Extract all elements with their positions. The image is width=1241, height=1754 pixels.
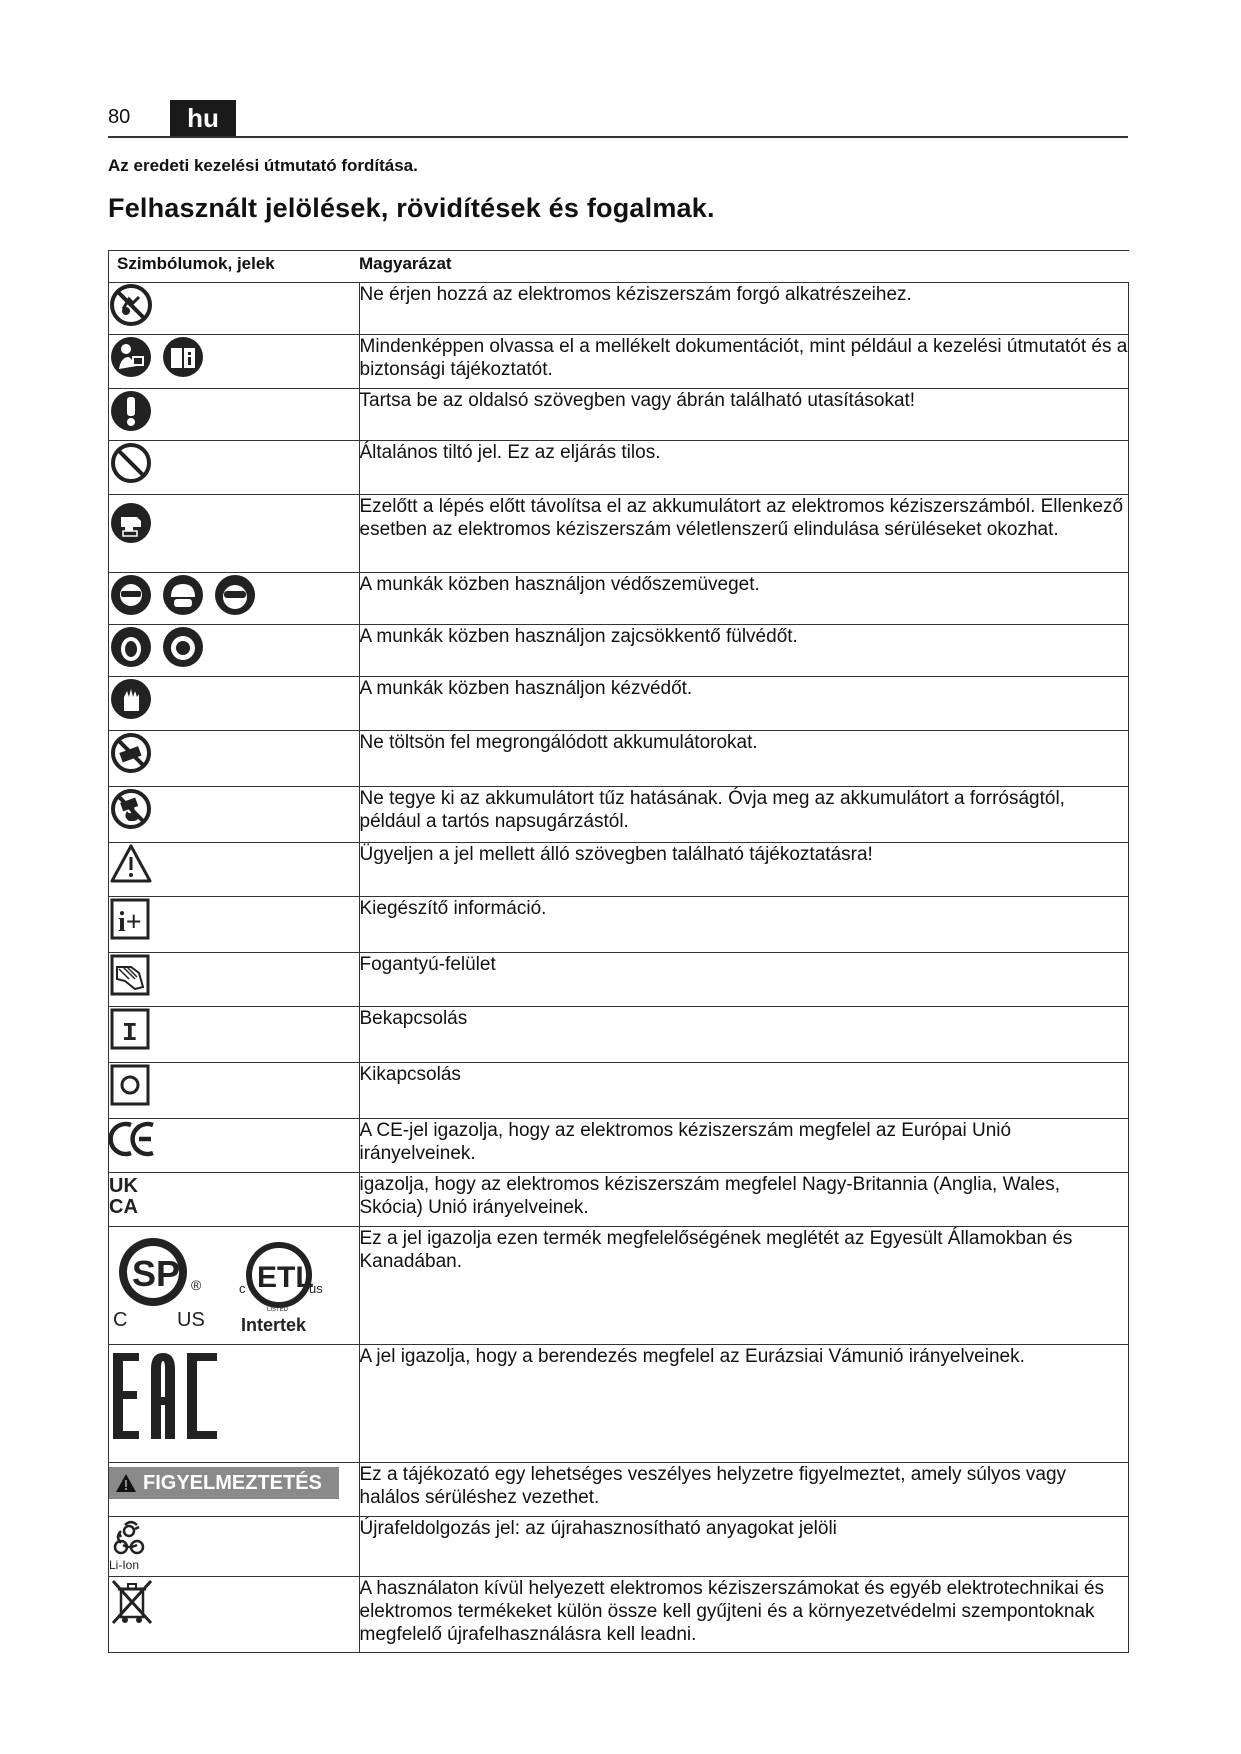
eac-mark-icon bbox=[109, 1345, 229, 1449]
svg-text:US: US bbox=[177, 1309, 205, 1331]
power-off-icon bbox=[109, 1063, 151, 1107]
explanation-cell: A használaton kívül helyezett elektromos kéziszerszámokat és egyéb elektrotechnikai és elektromos termékeket külön össze kell gyűjteni és a környezetvédelmi szempontoknak megfelelő újrafelhasználásra kell leadni. bbox=[359, 1577, 1129, 1653]
explanation-cell: Kiegészítő információ. bbox=[359, 897, 1129, 953]
warning-label-triangle-icon bbox=[115, 1473, 137, 1493]
read-manual-icon bbox=[109, 335, 153, 379]
symbol-cell bbox=[109, 283, 360, 335]
svg-text:I: I bbox=[122, 1018, 138, 1048]
table-row bbox=[109, 731, 1129, 787]
explanation-cell: Tartsa be az oldalsó szövegben vagy ábrán található utasításokat! bbox=[359, 389, 1129, 441]
protective-gloves-icon bbox=[109, 677, 153, 721]
ukca-mark-icon bbox=[109, 1173, 149, 1217]
table-row bbox=[109, 677, 1129, 731]
explanation-cell: Ügyeljen a jel mellett álló szövegben található tájékoztatásra! bbox=[359, 843, 1129, 897]
table-row bbox=[109, 1345, 1129, 1463]
symbol-cell bbox=[109, 787, 360, 843]
explanation-cell: Ne érjen hozzá az elektromos kéziszerszám forgó alkatrészeihez. bbox=[359, 283, 1129, 335]
symbol-cell bbox=[109, 389, 360, 441]
warning-label-text: FIGYELMEZTETÉS bbox=[143, 1471, 322, 1494]
table-row bbox=[109, 1227, 1129, 1345]
safety-goggles-icon bbox=[213, 573, 257, 617]
manual-book-icon bbox=[161, 335, 205, 379]
table-row bbox=[109, 1577, 1129, 1653]
symbol-cell bbox=[109, 1007, 360, 1063]
page-subtitle: Az eredeti kezelési útmutató fordítása. bbox=[108, 156, 418, 175]
explanation-cell: Ez a tájékozató egy lehetséges veszélyes helyzetre figyelmeztet, amely súlyos vagy halálos sérüléshez vezethet. bbox=[359, 1463, 1129, 1517]
symbol-cell bbox=[109, 1577, 360, 1653]
table-row bbox=[109, 389, 1129, 441]
table-row bbox=[109, 953, 1129, 1007]
explanation-cell: A munkák közben használjon kézvédőt. bbox=[359, 677, 1129, 731]
table-row bbox=[109, 335, 1129, 389]
safety-helmet-icon bbox=[161, 573, 205, 617]
svg-text:SP: SP bbox=[132, 1253, 181, 1294]
explanation-cell: Újrafeldolgozás jel: az újrahasznosítható anyagokat jelöli bbox=[359, 1517, 1129, 1577]
explanation-cell: Mindenképpen olvassa el a mellékelt dokumentációt, mint például a kezelési útmutatót és a biztonsági tájékoztatót. bbox=[359, 335, 1129, 389]
symbol-cell bbox=[109, 625, 360, 677]
explanation-cell: Ne tegye ki az akkumulátort tűz hatásának. Óvja meg az akkumulátort a forróságtól, például a tartós napsugárzástól. bbox=[359, 787, 1129, 843]
symbol-cell bbox=[109, 897, 360, 953]
general-prohibition-icon bbox=[109, 441, 153, 485]
explanation-cell: Kikapcsolás bbox=[359, 1063, 1129, 1119]
explanation-cell: A munkák közben használjon zajcsökkentő fülvédőt. bbox=[359, 625, 1129, 677]
page-title: Felhasznált jelölések, rövidítések és fogalmak. bbox=[108, 193, 715, 223]
exclamation-mandatory-icon bbox=[109, 389, 153, 433]
table-row bbox=[109, 573, 1129, 625]
no-fire-battery-icon bbox=[109, 787, 153, 831]
explanation-cell: Ezelőtt a lépés előtt távolítsa el az akkumulátort az elektromos kéziszerszámból. Ellenkező esetben az elektromos kéziszerszám véletlenszerű elindulása sérüléseket okozhat. bbox=[359, 495, 1129, 573]
ear-protection-icon bbox=[109, 625, 153, 669]
symbol-cell bbox=[109, 731, 360, 787]
face-shield-icon bbox=[109, 573, 153, 617]
remove-battery-icon bbox=[109, 501, 153, 545]
svg-text:i+: i+ bbox=[118, 907, 142, 938]
power-on-icon bbox=[109, 1007, 151, 1051]
explanation-cell: Fogantyú-felület bbox=[359, 953, 1129, 1007]
symbol-cell bbox=[109, 1517, 360, 1577]
grip-surface-icon bbox=[109, 953, 151, 997]
warning-triangle-icon bbox=[109, 843, 153, 885]
language-tab: hu bbox=[170, 100, 236, 136]
ce-mark-icon bbox=[109, 1119, 159, 1159]
symbols-table bbox=[108, 250, 1129, 1653]
explanation-cell: A jel igazolja, hogy a berendezés megfelel az Eurázsiai Vámunió irányelveinek. bbox=[359, 1345, 1129, 1463]
symbol-cell bbox=[109, 1173, 360, 1227]
symbol-cell bbox=[109, 1063, 360, 1119]
symbol-cell bbox=[109, 953, 360, 1007]
header-rule bbox=[108, 136, 1128, 138]
table-row bbox=[109, 897, 1129, 953]
explanation-cell: A CE-jel igazolja, hogy az elektromos kéziszerszám megfelel az Európai Unió irányelveinek. bbox=[359, 1119, 1129, 1173]
etl-intertek-mark-icon bbox=[229, 1227, 329, 1337]
table-row bbox=[109, 283, 1129, 335]
svg-text:C: C bbox=[113, 1309, 128, 1331]
symbol-cell bbox=[109, 1463, 360, 1517]
svg-text:c: c bbox=[239, 1281, 246, 1296]
weee-crossed-bin-icon bbox=[109, 1577, 155, 1627]
symbol-cell bbox=[109, 441, 360, 495]
table-row bbox=[109, 625, 1129, 677]
symbol-cell bbox=[109, 1227, 360, 1345]
csa-mark-icon bbox=[109, 1230, 209, 1334]
table-row bbox=[109, 1007, 1129, 1063]
table-row bbox=[109, 495, 1129, 573]
svg-text:LISTED: LISTED bbox=[267, 1307, 289, 1313]
explanation-cell: igazolja, hogy az elektromos kéziszerszám megfelel Nagy-Britannia (Anglia, Wales, Skócia) Unió irányelveinek. bbox=[359, 1173, 1129, 1227]
svg-text:Li-Ion: Li-Ion bbox=[109, 1558, 140, 1572]
symbol-cell bbox=[109, 843, 360, 897]
table-row bbox=[109, 1517, 1129, 1577]
symbol-cell bbox=[109, 1119, 360, 1173]
explanation-cell: Ne töltsön fel megrongálódott akkumulátorokat. bbox=[359, 731, 1129, 787]
svg-text:Intertek: Intertek bbox=[241, 1315, 307, 1335]
recycling-li-ion-icon bbox=[109, 1517, 155, 1573]
table-row bbox=[109, 1463, 1129, 1517]
symbol-cell bbox=[109, 1345, 360, 1463]
symbol-cell bbox=[109, 335, 360, 389]
symbol-cell bbox=[109, 495, 360, 573]
info-plus-icon bbox=[109, 897, 151, 941]
table-row bbox=[109, 1173, 1129, 1227]
page-number: 80 bbox=[108, 106, 131, 128]
svg-text:®: ® bbox=[191, 1277, 202, 1293]
symbol-cell bbox=[109, 573, 360, 625]
svg-text:CA: CA bbox=[109, 1196, 138, 1217]
svg-text:ETL: ETL bbox=[257, 1261, 314, 1294]
col-explanation-header: Magyarázat bbox=[359, 251, 1129, 283]
table-row bbox=[109, 1063, 1129, 1119]
no-touch-rotating-icon bbox=[109, 283, 153, 327]
table-row bbox=[109, 843, 1129, 897]
table-row bbox=[109, 1119, 1129, 1173]
table-row bbox=[109, 787, 1129, 843]
svg-text:UK: UK bbox=[109, 1175, 138, 1197]
explanation-cell: A munkák közben használjon védőszemüveget. bbox=[359, 573, 1129, 625]
symbol-cell bbox=[109, 677, 360, 731]
svg-text:us: us bbox=[309, 1281, 323, 1296]
explanation-cell: Bekapcsolás bbox=[359, 1007, 1129, 1063]
col-symbols-header: Szimbólumok, jelek bbox=[109, 251, 360, 283]
table-row bbox=[109, 441, 1129, 495]
table-header-row bbox=[109, 251, 1129, 283]
no-charge-damaged-battery-icon bbox=[109, 731, 153, 775]
explanation-cell: Ez a jel igazolja ezen termék megfelelőségének meglétét az Egyesült Államokban és Kanadában. bbox=[359, 1227, 1129, 1345]
ear-muffs-icon bbox=[161, 625, 205, 669]
explanation-cell: Általános tiltó jel. Ez az eljárás tilos. bbox=[359, 441, 1129, 495]
warning-label-icon bbox=[109, 1467, 339, 1499]
